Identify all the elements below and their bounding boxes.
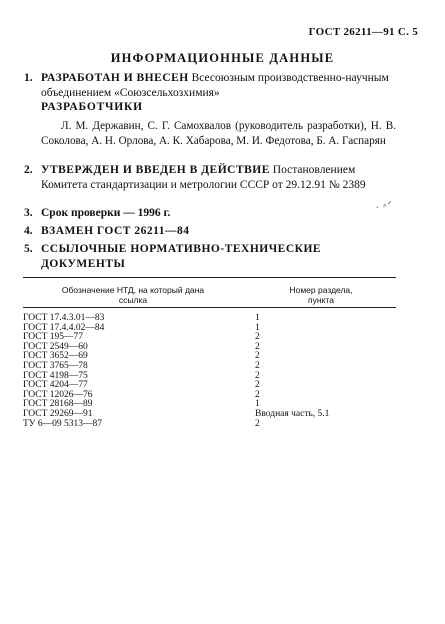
table-cell-section: 2: [255, 360, 260, 371]
section-2-text: Постановлением Комитета стандартизации и метрологии СССР от 29.12.91 № 2389: [41, 164, 366, 191]
table-cell-document: ГОСТ 4198—75: [23, 370, 88, 381]
table-row: [23, 420, 396, 430]
table-cell-document: ГОСТ 12026—76: [23, 389, 93, 400]
section-2-heading: УТВЕРЖДЕН И ВВЕДЕН В ДЕЙСТВИЕ: [41, 164, 270, 176]
table-cell-document: ГОСТ 29269—91: [23, 408, 93, 419]
table-cell-document: ГОСТ 28168—89: [23, 399, 93, 410]
developers-list: Л. М. Державин, С. Г. Самохвалов (руководитель разработки), Н. В. Соколова, А. Н. Орлова, А. К. Хабарова, М. И. Федотова, Б. А. Гаспарян: [41, 120, 396, 147]
table-cell-section: 1: [255, 313, 260, 323]
table-cell-document: ГОСТ 17.4.4.02—84: [23, 322, 105, 333]
section-2-number: 2.: [24, 164, 33, 176]
section-3-number: 3.: [24, 207, 33, 219]
table-cell-document: ГОСТ 4204—77: [23, 380, 88, 391]
table-cell-document: ГОСТ 2549—60: [23, 341, 88, 352]
table-header-rule: [23, 307, 396, 308]
section-4-number: 4.: [24, 225, 33, 237]
table-cell-section: 2: [255, 332, 260, 343]
section-5-text: ССЫЛОЧНЫЕ НОРМАТИВНО-ТЕХНИЧЕСКИЕ ДОКУМЕНТЫ: [41, 243, 322, 270]
section-1: [24, 71, 396, 101]
section-1-number: 1.: [24, 72, 33, 84]
section-1-heading: РАЗРАБОТАН И ВНЕСЕН: [41, 72, 189, 84]
table-cell-section: 2: [255, 389, 260, 400]
table-cell-section: 2: [255, 418, 260, 429]
developers-heading: РАЗРАБОТЧИКИ: [41, 101, 143, 113]
table-cell-section: 2: [255, 351, 260, 362]
table-cell-section: 2: [255, 341, 260, 352]
table-cell-section: 1: [255, 322, 260, 333]
page-header: ГОСТ 26211—91 С. 5: [308, 26, 418, 38]
table-cell-document: ГОСТ 17.4.3.01—83: [23, 313, 105, 323]
page-title: ИНФОРМАЦИОННЫЕ ДАННЫЕ: [110, 51, 335, 65]
section-4: [24, 224, 396, 239]
section-5: [24, 242, 396, 272]
section-4-text: ВЗАМЕН ГОСТ 26211—84: [41, 225, 190, 237]
reference-table-body: [23, 314, 396, 429]
table-cell-section: 2: [255, 380, 260, 391]
table-col2-header: Номер раздела, пункта: [289, 285, 353, 305]
section-1-text: Всесоюзным производственно-научным объединением «Союзсельхозхимия»: [41, 72, 389, 99]
section-3-text: Срок проверки — 1996 г.: [41, 207, 171, 219]
table-col1-header: Обозначение НТД, на который дана ссылка: [61, 285, 205, 305]
table-cell-section: Вводная часть, 5.1: [255, 408, 330, 419]
pencil-mark: . ⸗ᐟ: [376, 200, 393, 211]
table-cell-document: ГОСТ 195—77: [23, 332, 83, 343]
table-top-rule: [23, 277, 396, 278]
section-5-number: 5.: [24, 243, 33, 255]
section-3: [24, 206, 396, 221]
table-cell-document: ТУ 6—09 5313—87: [23, 418, 103, 429]
section-2: [24, 163, 396, 193]
table-cell-section: 1: [255, 399, 260, 410]
table-cell-section: 2: [255, 370, 260, 381]
table-cell-document: ГОСТ 3765—78: [23, 360, 88, 371]
table-cell-document: ГОСТ 3652—69: [23, 351, 88, 362]
